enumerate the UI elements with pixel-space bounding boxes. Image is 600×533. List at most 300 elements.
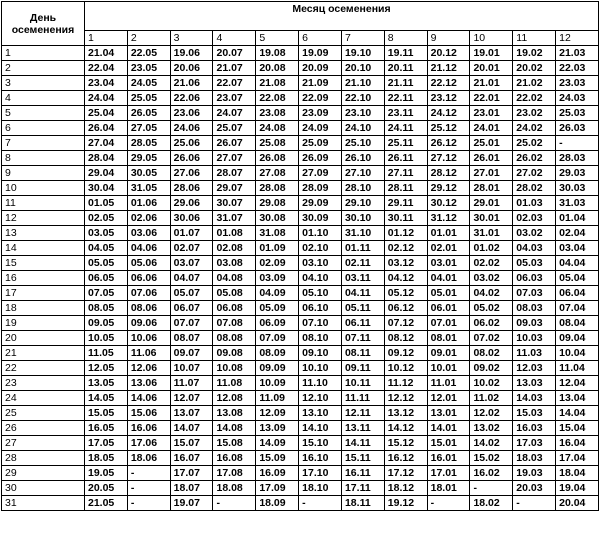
date-cell: 09.10 <box>299 346 342 361</box>
date-cell: 23.07 <box>213 91 256 106</box>
date-cell: 12.03 <box>513 361 556 376</box>
table-row <box>2 391 599 406</box>
month-header-10: 10 <box>470 31 513 46</box>
date-cell: 23.01 <box>470 106 513 121</box>
date-cell: 17.07 <box>170 466 213 481</box>
date-cell: 22.06 <box>170 91 213 106</box>
date-cell: 12.10 <box>299 391 342 406</box>
date-cell: 19.05 <box>85 466 128 481</box>
date-cell: 15.11 <box>341 451 384 466</box>
date-cell: 02.08 <box>213 241 256 256</box>
date-cell: 19.10 <box>341 46 384 61</box>
date-cell: 05.11 <box>341 301 384 316</box>
date-cell: 06.11 <box>341 316 384 331</box>
date-cell: 26.02 <box>513 151 556 166</box>
date-cell: 17.09 <box>256 481 299 496</box>
date-cell: 07.04 <box>556 301 599 316</box>
date-cell: 24.02 <box>513 121 556 136</box>
date-cell: - <box>127 481 170 496</box>
date-cell: 28.08 <box>256 181 299 196</box>
date-cell: 01.07 <box>170 226 213 241</box>
date-cell: 16.06 <box>127 421 170 436</box>
day-column-header <box>2 2 85 46</box>
date-cell: 05.09 <box>256 301 299 316</box>
day-cell: 6 <box>2 121 85 136</box>
date-cell: 25.11 <box>384 136 427 151</box>
table-body <box>2 46 599 511</box>
date-cell: 16.09 <box>256 466 299 481</box>
date-cell: 27.04 <box>85 136 128 151</box>
date-cell: 10.11 <box>341 376 384 391</box>
date-cell: 02.03 <box>513 211 556 226</box>
date-cell: 24.10 <box>341 121 384 136</box>
date-cell: 15.08 <box>213 436 256 451</box>
day-cell: 14 <box>2 241 85 256</box>
date-cell: 07.07 <box>170 316 213 331</box>
date-cell: 17.04 <box>556 451 599 466</box>
date-cell: 11.04 <box>556 361 599 376</box>
date-cell: 11.06 <box>127 346 170 361</box>
day-cell: 20 <box>2 331 85 346</box>
date-cell: 17.12 <box>384 466 427 481</box>
date-cell: 26.08 <box>256 151 299 166</box>
date-cell: 01.05 <box>85 196 128 211</box>
date-cell: 12.05 <box>85 361 128 376</box>
date-cell: 08.06 <box>127 301 170 316</box>
day-cell: 8 <box>2 151 85 166</box>
date-cell: 14.01 <box>427 421 470 436</box>
date-cell: 06.12 <box>384 301 427 316</box>
date-cell: 04.06 <box>127 241 170 256</box>
date-cell: 28.04 <box>85 151 128 166</box>
date-cell: 12.01 <box>427 391 470 406</box>
day-cell: 29 <box>2 466 85 481</box>
date-cell: 12.02 <box>470 406 513 421</box>
date-cell: 01.08 <box>213 226 256 241</box>
date-cell: 22.05 <box>127 46 170 61</box>
date-cell: 16.01 <box>427 451 470 466</box>
date-cell: 02.01 <box>427 241 470 256</box>
date-cell: 19.04 <box>556 481 599 496</box>
date-cell: 17.03 <box>513 436 556 451</box>
date-cell: 22.04 <box>85 61 128 76</box>
date-cell: 25.12 <box>427 121 470 136</box>
date-cell: 18.04 <box>556 466 599 481</box>
date-cell: 14.10 <box>299 421 342 436</box>
date-cell: 20.03 <box>513 481 556 496</box>
date-cell: 09.02 <box>470 361 513 376</box>
date-cell: 31.03 <box>556 196 599 211</box>
date-cell: 29.12 <box>427 181 470 196</box>
date-cell: 07.08 <box>213 316 256 331</box>
day-cell: 13 <box>2 226 85 241</box>
date-cell: 09.11 <box>341 361 384 376</box>
date-cell: 13.01 <box>427 406 470 421</box>
date-cell: 23.10 <box>341 106 384 121</box>
date-cell: 29.04 <box>85 166 128 181</box>
date-cell: 30.08 <box>256 211 299 226</box>
date-cell: 15.04 <box>556 421 599 436</box>
date-cell: 13.08 <box>213 406 256 421</box>
date-cell: 13.04 <box>556 391 599 406</box>
day-cell: 7 <box>2 136 85 151</box>
table-row <box>2 181 599 196</box>
date-cell: 16.03 <box>513 421 556 436</box>
date-cell: 18.06 <box>127 451 170 466</box>
date-cell: 10.05 <box>85 331 128 346</box>
date-cell: 29.10 <box>341 196 384 211</box>
day-cell: 24 <box>2 391 85 406</box>
date-cell: 23.08 <box>256 106 299 121</box>
date-cell: 27.01 <box>470 166 513 181</box>
date-cell: 29.11 <box>384 196 427 211</box>
date-cell: 07.12 <box>384 316 427 331</box>
table-row <box>2 496 599 511</box>
date-cell: 19.02 <box>513 46 556 61</box>
date-cell: 25.03 <box>556 106 599 121</box>
date-cell: 06.05 <box>85 271 128 286</box>
date-cell: 19.11 <box>384 46 427 61</box>
date-cell: 03.02 <box>513 226 556 241</box>
date-cell: 06.07 <box>170 301 213 316</box>
date-cell: 15.06 <box>127 406 170 421</box>
date-cell: 13.05 <box>85 376 128 391</box>
date-cell: 03.06 <box>127 226 170 241</box>
date-cell: 10.12 <box>384 361 427 376</box>
table-row <box>2 76 599 91</box>
date-cell: 21.03 <box>556 46 599 61</box>
day-cell: 1 <box>2 46 85 61</box>
date-cell: 10.04 <box>556 346 599 361</box>
date-cell: 07.01 <box>427 316 470 331</box>
date-cell: 23.03 <box>556 76 599 91</box>
day-cell: 21 <box>2 346 85 361</box>
date-cell: 28.01 <box>470 181 513 196</box>
date-cell: 11.11 <box>341 391 384 406</box>
date-cell: 22.12 <box>427 76 470 91</box>
date-cell: 07.11 <box>341 331 384 346</box>
date-cell: 13.12 <box>384 406 427 421</box>
date-cell: 26.06 <box>170 151 213 166</box>
table-row <box>2 211 599 226</box>
date-cell: 06.04 <box>556 286 599 301</box>
table-row <box>2 421 599 436</box>
date-cell: 04.12 <box>384 271 427 286</box>
date-cell: 15.05 <box>85 406 128 421</box>
date-cell: 21.05 <box>85 496 128 511</box>
date-cell: 15.03 <box>513 406 556 421</box>
date-cell: 23.04 <box>85 76 128 91</box>
date-cell: 24.09 <box>299 121 342 136</box>
date-cell: 03.11 <box>341 271 384 286</box>
table-row <box>2 481 599 496</box>
date-cell: 16.08 <box>213 451 256 466</box>
date-cell: 05.05 <box>85 256 128 271</box>
date-cell: 07.10 <box>299 316 342 331</box>
date-cell: 15.01 <box>427 436 470 451</box>
date-cell: 03.08 <box>213 256 256 271</box>
date-cell: 04.11 <box>341 286 384 301</box>
date-cell: 27.08 <box>256 166 299 181</box>
date-cell: 10.07 <box>170 361 213 376</box>
date-cell: 30.06 <box>170 211 213 226</box>
table-row <box>2 466 599 481</box>
date-cell: 22.10 <box>341 91 384 106</box>
table-row <box>2 46 599 61</box>
date-cell: 07.03 <box>513 286 556 301</box>
date-cell: 28.07 <box>213 166 256 181</box>
date-cell: 15.09 <box>256 451 299 466</box>
table-row <box>2 406 599 421</box>
date-cell: 03.04 <box>556 241 599 256</box>
header-row-title <box>2 2 599 31</box>
date-cell: 02.10 <box>299 241 342 256</box>
date-cell: 14.11 <box>341 436 384 451</box>
date-cell: 26.05 <box>127 106 170 121</box>
date-cell: 04.03 <box>513 241 556 256</box>
date-cell: 06.01 <box>427 301 470 316</box>
date-cell: 08.07 <box>170 331 213 346</box>
date-cell: 20.04 <box>556 496 599 511</box>
date-cell: 26.11 <box>384 151 427 166</box>
date-cell: - <box>470 481 513 496</box>
date-cell: 02.04 <box>556 226 599 241</box>
date-cell: 30.03 <box>556 181 599 196</box>
date-cell: 11.12 <box>384 376 427 391</box>
date-cell: 09.09 <box>256 361 299 376</box>
month-header-12: 12 <box>556 31 599 46</box>
date-cell: 19.03 <box>513 466 556 481</box>
date-cell: 09.01 <box>427 346 470 361</box>
date-cell: 15.07 <box>170 436 213 451</box>
date-cell: 30.05 <box>127 166 170 181</box>
date-cell: 26.10 <box>341 151 384 166</box>
date-cell: 22.09 <box>299 91 342 106</box>
table-row <box>2 196 599 211</box>
date-cell: 14.03 <box>513 391 556 406</box>
date-cell: 12.06 <box>127 361 170 376</box>
date-cell: 17.06 <box>127 436 170 451</box>
month-header-1: 1 <box>85 31 128 46</box>
date-cell: 07.02 <box>470 331 513 346</box>
month-header-3: 3 <box>170 31 213 46</box>
date-cell: 20.01 <box>470 61 513 76</box>
date-cell: 13.02 <box>470 421 513 436</box>
day-cell: 2 <box>2 61 85 76</box>
date-cell: 10.02 <box>470 376 513 391</box>
table-row <box>2 256 599 271</box>
date-cell: 15.02 <box>470 451 513 466</box>
date-cell: 21.04 <box>85 46 128 61</box>
date-cell: 29.05 <box>127 151 170 166</box>
date-cell: 03.07 <box>170 256 213 271</box>
date-cell: 01.10 <box>299 226 342 241</box>
date-cell: 07.09 <box>256 331 299 346</box>
date-cell: 25.04 <box>85 106 128 121</box>
date-cell: 15.10 <box>299 436 342 451</box>
date-cell: 17.08 <box>213 466 256 481</box>
date-cell: 21.11 <box>384 76 427 91</box>
date-cell: 04.01 <box>427 271 470 286</box>
date-cell: 25.07 <box>213 121 256 136</box>
date-cell: 10.09 <box>256 376 299 391</box>
date-cell: 16.12 <box>384 451 427 466</box>
date-cell: 11.03 <box>513 346 556 361</box>
date-cell: 31.12 <box>427 211 470 226</box>
date-cell: 28.05 <box>127 136 170 151</box>
date-cell: 21.10 <box>341 76 384 91</box>
date-cell: 29.09 <box>299 196 342 211</box>
month-header-6: 6 <box>299 31 342 46</box>
date-cell: 15.12 <box>384 436 427 451</box>
date-cell: 18.05 <box>85 451 128 466</box>
date-cell: 12.11 <box>341 406 384 421</box>
table-row <box>2 346 599 361</box>
date-cell: 22.11 <box>384 91 427 106</box>
date-cell: 12.07 <box>170 391 213 406</box>
date-cell: 26.04 <box>85 121 128 136</box>
date-cell: 13.03 <box>513 376 556 391</box>
date-cell: 29.03 <box>556 166 599 181</box>
date-cell: 21.12 <box>427 61 470 76</box>
day-cell: 16 <box>2 271 85 286</box>
date-cell: 05.02 <box>470 301 513 316</box>
date-cell: 20.06 <box>170 61 213 76</box>
date-cell: 07.06 <box>127 286 170 301</box>
day-cell: 30 <box>2 481 85 496</box>
date-cell: 20.09 <box>299 61 342 76</box>
day-cell: 12 <box>2 211 85 226</box>
date-cell: 24.07 <box>213 106 256 121</box>
date-cell: 11.02 <box>470 391 513 406</box>
date-cell: 08.03 <box>513 301 556 316</box>
date-cell: 16.07 <box>170 451 213 466</box>
day-cell: 3 <box>2 76 85 91</box>
date-cell: 13.10 <box>299 406 342 421</box>
date-cell: 10.06 <box>127 331 170 346</box>
date-cell: 31.07 <box>213 211 256 226</box>
day-cell: 18 <box>2 301 85 316</box>
day-label-line1: День <box>29 11 57 24</box>
month-header-5: 5 <box>256 31 299 46</box>
date-cell: 26.01 <box>470 151 513 166</box>
date-cell: 30.11 <box>384 211 427 226</box>
day-cell: 9 <box>2 166 85 181</box>
date-cell: 04.05 <box>85 241 128 256</box>
table-row <box>2 436 599 451</box>
date-cell: 21.09 <box>299 76 342 91</box>
date-cell: 27.10 <box>341 166 384 181</box>
date-cell: 08.09 <box>256 346 299 361</box>
date-cell: 18.03 <box>513 451 556 466</box>
date-cell: 06.08 <box>213 301 256 316</box>
date-cell: - <box>513 496 556 511</box>
date-cell: 28.10 <box>341 181 384 196</box>
date-cell: 27.11 <box>384 166 427 181</box>
date-cell: 18.08 <box>213 481 256 496</box>
date-cell: 19.06 <box>170 46 213 61</box>
day-cell: 11 <box>2 196 85 211</box>
date-cell: 18.10 <box>299 481 342 496</box>
date-cell: 24.05 <box>127 76 170 91</box>
date-cell: 03.10 <box>299 256 342 271</box>
date-cell: 04.07 <box>170 271 213 286</box>
date-cell: 02.07 <box>170 241 213 256</box>
date-cell: 20.08 <box>256 61 299 76</box>
date-cell: 16.11 <box>341 466 384 481</box>
date-cell: 08.10 <box>299 331 342 346</box>
month-header-2: 2 <box>127 31 170 46</box>
date-cell: 10.10 <box>299 361 342 376</box>
date-cell: 24.12 <box>427 106 470 121</box>
month-header-8: 8 <box>384 31 427 46</box>
date-cell: 25.06 <box>170 136 213 151</box>
date-cell: 03.01 <box>427 256 470 271</box>
day-cell: 4 <box>2 91 85 106</box>
date-cell: 20.02 <box>513 61 556 76</box>
month-title: Месяц осеменения <box>85 2 599 31</box>
date-cell: 21.06 <box>170 76 213 91</box>
table-row <box>2 286 599 301</box>
table-header <box>2 2 599 46</box>
date-cell: 27.05 <box>127 121 170 136</box>
day-cell: 22 <box>2 361 85 376</box>
date-cell: 14.04 <box>556 406 599 421</box>
day-cell: 15 <box>2 256 85 271</box>
day-cell: 19 <box>2 316 85 331</box>
date-cell: 22.02 <box>513 91 556 106</box>
date-cell: 11.07 <box>170 376 213 391</box>
date-cell: 11.08 <box>213 376 256 391</box>
date-cell: 14.02 <box>470 436 513 451</box>
date-cell: 09.03 <box>513 316 556 331</box>
table-row <box>2 61 599 76</box>
date-cell: 05.01 <box>427 286 470 301</box>
date-cell: 30.10 <box>341 211 384 226</box>
table-row <box>2 301 599 316</box>
table-row <box>2 316 599 331</box>
date-cell: 17.11 <box>341 481 384 496</box>
date-cell: 08.02 <box>470 346 513 361</box>
table-row <box>2 136 599 151</box>
date-cell: 26.09 <box>299 151 342 166</box>
date-cell: 08.05 <box>85 301 128 316</box>
date-cell: 27.02 <box>513 166 556 181</box>
date-cell: 30.07 <box>213 196 256 211</box>
table-row <box>2 91 599 106</box>
date-cell: 30.01 <box>470 211 513 226</box>
date-cell: 28.12 <box>427 166 470 181</box>
date-cell: 03.05 <box>85 226 128 241</box>
date-cell: 21.01 <box>470 76 513 91</box>
date-cell: 04.08 <box>213 271 256 286</box>
date-cell: 05.07 <box>170 286 213 301</box>
table-row <box>2 376 599 391</box>
date-cell: 02.12 <box>384 241 427 256</box>
date-cell: 14.08 <box>213 421 256 436</box>
date-cell: 23.12 <box>427 91 470 106</box>
date-cell: 20.11 <box>384 61 427 76</box>
date-cell: 24.04 <box>85 91 128 106</box>
date-cell: 22.01 <box>470 91 513 106</box>
date-cell: 13.06 <box>127 376 170 391</box>
date-cell: 18.09 <box>256 496 299 511</box>
date-cell: 22.07 <box>213 76 256 91</box>
table-row <box>2 226 599 241</box>
date-cell: 02.05 <box>85 211 128 226</box>
date-cell: 06.06 <box>127 271 170 286</box>
date-cell: 18.11 <box>341 496 384 511</box>
